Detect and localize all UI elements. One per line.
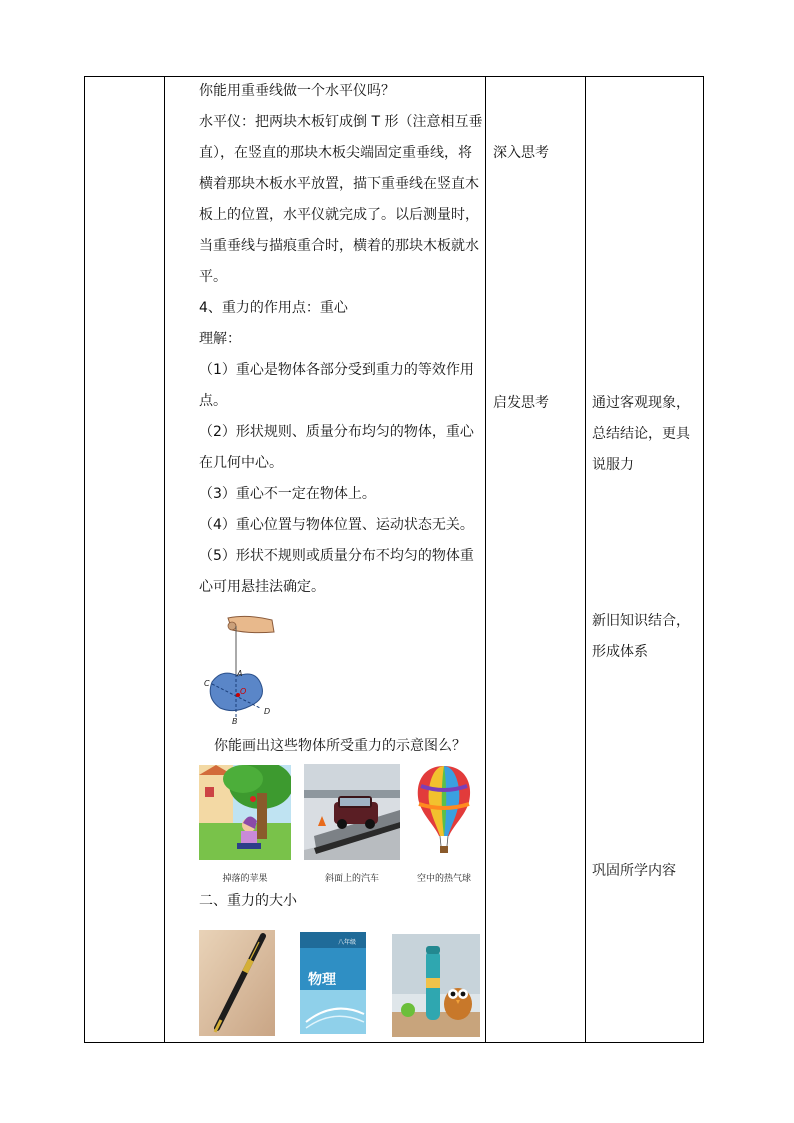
- content-line: （5）形状不规则或质量分布不均匀的物体重: [199, 548, 474, 564]
- column-divider: [485, 77, 486, 1042]
- intent-note-line: 说服力: [592, 457, 634, 473]
- car-on-slope-image: [304, 764, 400, 860]
- column-divider: [164, 77, 165, 1042]
- content-line: 理解：: [199, 331, 241, 347]
- content-line: 直），在竖直的那块木板尖端固定重垂线，将: [199, 145, 472, 161]
- content-line: 4、重力的作用点：重心: [199, 300, 348, 316]
- diagram-label-d: D: [264, 707, 271, 716]
- falling-apple-image: [199, 765, 291, 860]
- content-line: 横着那块木板水平放置，描下重垂线在竖直木: [199, 176, 479, 192]
- hot-air-balloon-image: [413, 764, 475, 860]
- content-line: （2）形状规则、质量分布均匀的物体，重心: [199, 424, 474, 440]
- diagram-label-o: O: [240, 687, 247, 696]
- textbook-title: 物理: [308, 972, 336, 988]
- textbook-grade: 八年级: [338, 939, 357, 946]
- intent-note-line: 总结结论，更具: [592, 426, 690, 442]
- pen-image: [199, 930, 275, 1036]
- thermos-and-toy-image: [392, 934, 480, 1037]
- content-line: 点。: [199, 393, 227, 409]
- content-line: （3）重心不一定在物体上。: [199, 486, 376, 502]
- content-line: 平。: [199, 269, 227, 285]
- section-heading-gravity-magnitude: 二、重力的大小: [199, 893, 297, 909]
- intent-note-line: 巩固所学内容: [592, 863, 676, 879]
- content-line: （1）重心是物体各部分受到重力的等效作用: [199, 362, 474, 378]
- diagram-label-a: A: [237, 669, 243, 678]
- diagram-label-c: C: [204, 679, 210, 688]
- column-divider: [585, 77, 586, 1042]
- intent-note-line: 新旧知识结合，: [592, 613, 690, 629]
- content-line: 在几何中心。: [199, 455, 283, 471]
- caption-falling-apple: 掉落的苹果: [222, 874, 268, 884]
- caption-hot-air-balloon: 空中的热气球: [416, 874, 471, 884]
- caption-car-on-slope: 斜面上的汽车: [324, 874, 379, 884]
- content-line: 当重垂线与描痕重合时，横着的那块木板就水: [199, 238, 479, 254]
- drawing-question: 你能画出这些物体所受重力的示意图么？: [214, 738, 466, 754]
- diagram-label-b: B: [232, 717, 238, 724]
- content-line: 板上的位置，水平仪就完成了。以后测量时，: [199, 207, 479, 223]
- content-line: （4）重心位置与物体位置、运动状态无关。: [199, 517, 474, 533]
- activity-inspire-thinking: 启发思考: [493, 395, 549, 411]
- content-line: 水平仪：把两块木板钉成倒 T 形（注意相互垂: [199, 114, 483, 130]
- physics-textbook-image: [298, 930, 368, 1036]
- suspension-method-diagram: [198, 612, 278, 724]
- content-line: 你能用重垂线做一个水平仪吗？: [199, 83, 395, 99]
- intent-note-line: 形成体系: [592, 644, 648, 660]
- content-line: 心可用悬挂法确定。: [199, 579, 325, 595]
- intent-note-line: 通过客观现象，: [592, 395, 690, 411]
- activity-deep-thinking: 深入思考: [493, 145, 549, 161]
